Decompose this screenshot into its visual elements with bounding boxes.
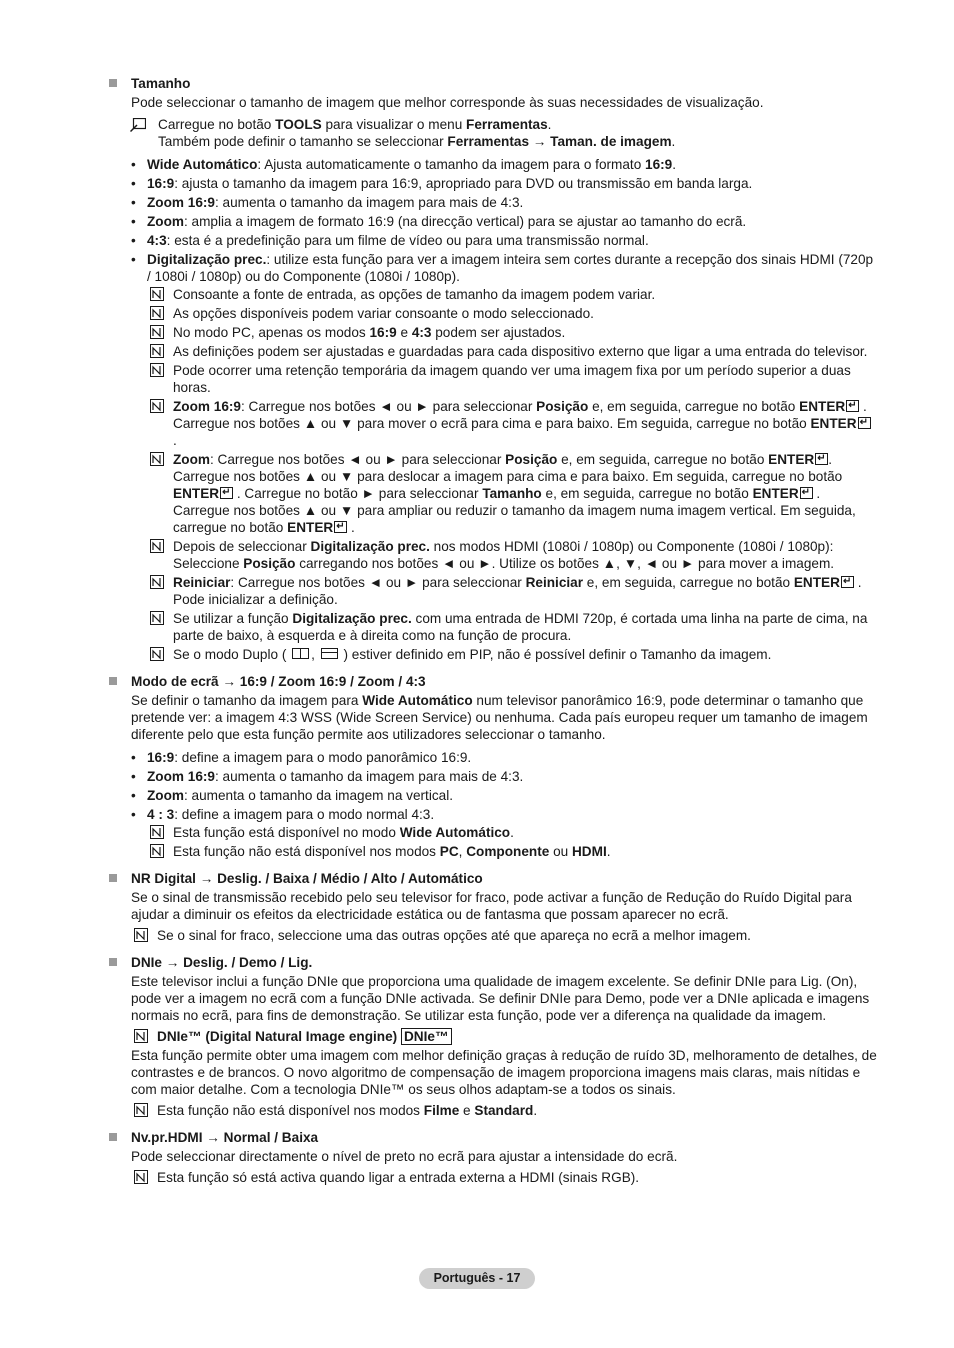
note: Esta função está disponível no modo Wide Automático. [131, 824, 878, 841]
note-icon [150, 611, 164, 625]
note: Esta função não está disponível nos modos Filme e Standard. [131, 1102, 878, 1119]
note-icon [150, 399, 164, 413]
list-item: • 16:9: ajusta o tamanho da imagem para 16:9, apropriado para DVD ou transmissão em banda larga. [131, 175, 878, 192]
pip-split-icon [292, 648, 309, 659]
square-bullet-icon [109, 677, 117, 685]
manual-page [108, 75, 878, 1196]
list-item: • Zoom: aumenta o tamanho da imagem na vertical. [131, 787, 878, 804]
enter-icon [334, 521, 347, 533]
note: Consoante a fonte de entrada, as opções de tamanho da imagem podem variar. [131, 286, 878, 303]
note: No modo PC, apenas os modos 16:9 e 4:3 podem ser ajustados. [131, 324, 878, 341]
list-item: • Zoom 16:9: aumenta o tamanho da imagem para mais de 4:3. [131, 194, 878, 211]
note: DNIe™ (Digital Natural Image engine) DNIe™ [131, 1028, 878, 1045]
note-icon [150, 452, 164, 466]
section-modo-de-ecra [108, 673, 878, 860]
section-nr-digital [108, 870, 878, 944]
section-nv-pr-hdmi [108, 1129, 878, 1186]
note-icon [150, 344, 164, 358]
dnie-logo: DNIe™ [401, 1028, 452, 1045]
note-icon [150, 647, 164, 661]
list-item: • Wide Automático: Ajusta automaticamente o tamanho da imagem para o formato 16:9. [131, 156, 878, 173]
note-icon [150, 287, 164, 301]
enter-icon [846, 400, 859, 412]
note: Esta função só está activa quando ligar a entrada externa a HDMI (sinais RGB). [131, 1169, 878, 1186]
tools-tip: Carregue no botão TOOLS para visualizar o menu Ferramentas. Também pode definir o tamanho se seleccionar Ferramentas → Taman. de imagem. [108, 116, 878, 150]
page-number-badge: Português - 17 [419, 1268, 535, 1289]
note: As opções disponíveis podem variar consoante o modo seleccionado. [131, 305, 878, 322]
list-item: • Zoom: amplia a imagem de formato 16:9 (na direcção vertical) para se ajustar ao tamanho do ecrã. [131, 213, 878, 230]
note: Zoom: Carregue nos botões ◄ ou ► para seleccionar Posição e, em seguida, carregue no botão ENTER↵ . Carregue nos botões ▲ ou ▼ para deslocar a imagem para cima e para baixo. Em seguida, carregue no botão ENTER↵ . Carregue no botão ► para seleccionar Tamanho e, em seguida, carregue no botão ENTER↵ . Carregue nos botões ▲ ou ▼ para ampliar ou reduzir o tamanho da imagem numa imagem vertical. Em seguida, carregue no botão ENTER↵ . [131, 451, 878, 536]
list-item: • Digitalização prec.: utilize esta função para ver a imagem inteira sem cortes durante a recepção dos sinais HDMI (720p / 1080i / 1080p) ou do Componente (1080i / 1080p). Consoante a fonte de entrada, as opções de tamanho da imagem podem variar. As opções disponíveis podem variar consoante o modo seleccionado. No modo PC, apenas os modos 16:9 e 4:3 podem ser ajustados. As definições podem ser ajustadas e guardadas para cada dispositivo externo que ligar a uma entrada do televisor. Pode ocorrer uma retenção temporária da imagem quando ver uma imagem fixa por um período superior a duas horas. Zoom 16:9: Carregue nos botões ◄ ou ► para seleccionar Posição e, em seguida, carregue no botão ENTER↵ . Carregue nos botões ▲ ou ▼ para mover o ecrã para cima e para baixo. Em seguida, carregue no botão ENTER↵ . Zoom: Carregue nos botões ◄ ou ► para seleccionar Posição e, em seguida, carregue no botão ENTER↵ . Carregue nos botões ▲ ou ▼ para deslocar a imagem para cima e para baixo. Em seguida, carregue no botão ENTER↵ . Carregue no botão ► para seleccionar Tamanho e, em seguida, carregue no botão ENTER↵ . Carregue nos botões ▲ ou ▼ para ampliar ou reduzir o tamanho da imagem numa imagem vertical. Em seguida, carregue no botão ENTER↵ . Depois de seleccionar Digitalização prec. nos modos HDMI (1080i / 1080p) ou Componente (1080i / 1080p): Seleccione Posição carregando nos botões ◄ ou ►. Utilize os botões ▲, ▼, ◄ ou ► para mover a imagem. Reiniciar: Carregue nos botões ◄ ou ► para seleccionar Reiniciar e, em seguida, carregue no botão ENTER↵ . Pode inicializar a definição. Se utilizar a função Digitalização prec. com uma entrada de HDMI 720p, é cortada uma linha na parte de cima, na parte de baixo, à esquerda e à direita como na função de procura. Se o modo Duplo ( , ) estiver definido em PIP, não é possível definir o Tamanho da imagem. [131, 251, 878, 663]
section-intro: Se o sinal de transmissão recebido pelo seu televisor for fraco, pode activar a função de Redução do Ruído Digital para ajudar a diminuir os efeitos da electricidade estática ou de fantasma que possam aparecer no ecrã. [131, 890, 852, 922]
square-bullet-icon [109, 958, 117, 966]
section-intro: Pode seleccionar directamente o nível de preto no ecrã para ajustar a intensidade do ecrã. [131, 1149, 678, 1164]
note: Se utilizar a função Digitalização prec. com uma entrada de HDMI 720p, é cortada uma linha na parte de cima, na parte de baixo, à esquerda e à direita como na função de procura. [131, 610, 878, 644]
dnie-description: Esta função permite obter uma imagem com melhor definição graças à redução de ruído 3D, melhoramento de detalhes, de contrastes e de brancos. O novo algoritmo de compensação de imagem proporciona imagens mais claras, mais nítidas e com maior detalhe. Com a tecnologia DNIe™ os seus olhos adaptam-se a todos os sinais. [131, 1048, 877, 1097]
list-item: • 4:3: esta é a predefinição para um filme de vídeo ou para uma transmissão normal. [131, 232, 878, 249]
note-icon [150, 325, 164, 339]
note-icon [150, 306, 164, 320]
square-bullet-icon [109, 79, 117, 87]
square-bullet-icon [109, 874, 117, 882]
enter-icon [815, 453, 828, 465]
option-list [108, 156, 878, 663]
section-intro: Se definir o tamanho da imagem para Wide Automático num televisor panorâmico 16:9, pode determinar o tamanho que pretende ver: a imagem 4:3 WSS (Wide Screen Service) ou nenhuma. Cada país europeu requer um tamanho de imagem diferente pelo que esta função permite aos utilizadores seleccionar o tamanho. [131, 693, 868, 742]
enter-icon [841, 576, 854, 588]
enter-icon [220, 487, 233, 499]
note: Reiniciar: Carregue nos botões ◄ ou ► para seleccionar Reiniciar e, em seguida, carregue no botão ENTER↵ . Pode inicializar a definição. [131, 574, 878, 608]
note: Pode ocorrer uma retenção temporária da imagem quando ver uma imagem fixa por um período superior a duas horas. [131, 362, 878, 396]
square-bullet-icon [109, 1133, 117, 1141]
section-title: Tamanho [108, 75, 878, 92]
section-title: DNIe → Deslig. / Demo / Lig. [108, 954, 878, 971]
section-dnie [108, 954, 878, 1119]
note: Se o sinal for fraco, seleccione uma das outras opções até que apareça no ecrã a melhor imagem. [131, 927, 878, 944]
note-icon [134, 928, 148, 942]
section-title: Nv.pr.HDMI → Normal / Baixa [108, 1129, 878, 1146]
note: Zoom 16:9: Carregue nos botões ◄ ou ► para seleccionar Posição e, em seguida, carregue no botão ENTER↵ . Carregue nos botões ▲ ou ▼ para mover o ecrã para cima e para baixo. Em seguida, carregue no botão ENTER↵ . [131, 398, 878, 449]
note: Se o modo Duplo ( , ) estiver definido em PIP, não é possível definir o Tamanho da imagem. [131, 646, 878, 663]
note-icon [134, 1103, 148, 1117]
tools-icon [130, 118, 146, 133]
option-list [108, 749, 878, 860]
pip-stack-icon [321, 648, 338, 659]
section-tamanho [108, 75, 878, 663]
note-icon [134, 1029, 148, 1043]
enter-icon [800, 487, 813, 499]
section-intro: Este televisor inclui a função DNIe que proporciona uma qualidade de imagem excelente. Se definir DNIe para Lig. (On), pode ver a imagem no ecrã com a função DNIe activada. Se definir DNIe para Demo, pode ver a DNIe aplicada e imagens normais no ecrã, para fins de demonstração. Se utilizar esta função, pode ver a diferença na qualidade da imagem. [131, 974, 870, 1023]
note-icon [150, 539, 164, 553]
note: As definições podem ser ajustadas e guardadas para cada dispositivo externo que ligar a uma entrada do televisor. [131, 343, 878, 360]
note-icon [150, 363, 164, 377]
list-item: • 16:9: define a imagem para o modo panorâmico 16:9. [131, 749, 878, 766]
note-icon [150, 844, 164, 858]
note-icon [150, 825, 164, 839]
section-intro: Pode seleccionar o tamanho de imagem que melhor corresponde às suas necessidades de visualização. [131, 95, 764, 110]
note: Esta função não está disponível nos modos PC, Componente ou HDMI. [131, 843, 878, 860]
note-icon [150, 575, 164, 589]
list-item: • 4 : 3: define a imagem para o modo normal 4:3. Esta função está disponível no modo Wide Automático. Esta função não está disponível nos modos PC, Componente ou HDMI. [131, 806, 878, 860]
section-title: Modo de ecrã → 16:9 / Zoom 16:9 / Zoom / 4:3 [108, 673, 878, 690]
list-item: • Zoom 16:9: aumenta o tamanho da imagem para mais de 4:3. [131, 768, 878, 785]
enter-icon [858, 417, 871, 429]
note: Depois de seleccionar Digitalização prec. nos modos HDMI (1080i / 1080p) ou Componente (1080i / 1080p): Seleccione Posição carregando nos botões ◄ ou ►. Utilize os botões ▲, ▼, ◄ ou ► para mover a imagem. [131, 538, 878, 572]
note-icon [134, 1170, 148, 1184]
section-title: NR Digital → Deslig. / Baixa / Médio / Alto / Automático [108, 870, 878, 887]
